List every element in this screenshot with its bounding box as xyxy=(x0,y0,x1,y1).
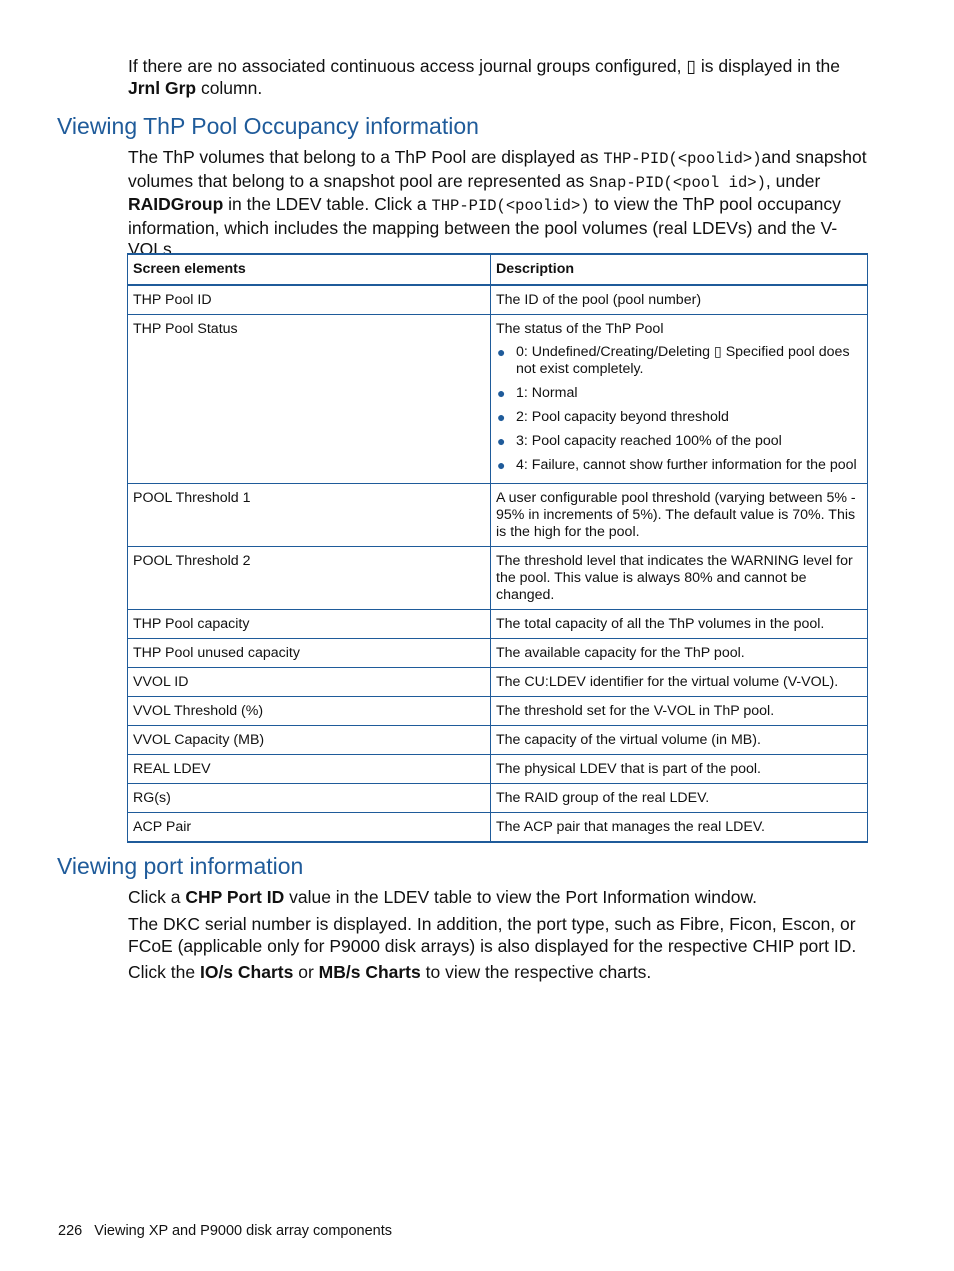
table-cell-description: The capacity of the virtual volume (in MB). xyxy=(491,726,868,755)
status-bullet-text: 1: Normal xyxy=(516,385,578,401)
table-cell-element: THP Pool capacity xyxy=(128,610,491,639)
table-cell-description: The ID of the pool (pool number) xyxy=(491,285,868,315)
table-header-screen-elements: Screen elements xyxy=(128,254,491,285)
thp-text-2: and snapshot volumes that belong to a snapshot pool are represented as xyxy=(128,147,867,191)
list-item xyxy=(496,344,862,378)
table-cell-description: The ACP pair that manages the real LDEV. xyxy=(491,813,868,843)
port-paragraph-3 xyxy=(128,962,870,984)
thp-text-1: The ThP volumes that belong to a ThP Pool are displayed as xyxy=(128,147,604,167)
table-cell-element: VVOL Capacity (MB) xyxy=(128,726,491,755)
table-row xyxy=(128,315,868,484)
port-bold-mbs-charts: MB/s Charts xyxy=(318,962,421,982)
table-cell-description: The CU:LDEV identifier for the virtual volume (V-VOL). xyxy=(491,668,868,697)
intro-text-2: is displayed in the xyxy=(696,56,841,76)
table-row xyxy=(128,668,868,697)
bullet-dot-icon: ● xyxy=(497,409,506,425)
table-row xyxy=(128,285,868,315)
table-cell-element: POOL Threshold 2 xyxy=(128,547,491,610)
port-text-1a: Click a xyxy=(128,887,186,907)
list-item xyxy=(496,457,862,474)
bullet-dot-icon: ● xyxy=(497,385,506,401)
thp-code-2: Snap-PID(<pool id>) xyxy=(589,173,766,192)
table-cell-element: VVOL ID xyxy=(128,668,491,697)
table-cell-description: A user configurable pool threshold (varying between 5% - 95% in increments of 5%). The default value is 70%. This is the high for the pool. xyxy=(491,484,868,547)
missing-glyph-icon: ▯ xyxy=(686,56,697,76)
table-cell-description: The physical LDEV that is part of the pool. xyxy=(491,755,868,784)
list-item xyxy=(496,409,862,426)
thp-bold-raidgroup: RAIDGroup xyxy=(128,194,224,214)
table-row xyxy=(128,639,868,668)
status-bullet-text: 3: Pool capacity reached 100% of the pool xyxy=(516,433,782,449)
table-row xyxy=(128,784,868,813)
port-text-3a: Click the xyxy=(128,962,200,982)
table-cell-element: POOL Threshold 1 xyxy=(128,484,491,547)
screen-elements-table xyxy=(127,253,868,843)
status-bullet-text: 0: Undefined/Creating/Deleting ▯ Specified pool does not exist completely. xyxy=(516,344,850,377)
list-item xyxy=(496,433,862,450)
section-heading-thp-pool: Viewing ThP Pool Occupancy information xyxy=(57,113,479,139)
bullet-dot-icon: ● xyxy=(497,344,506,360)
thp-text-5: to view the ThP pool occupancy information, which includes the mapping between the pool volumes (real LDEVs) and the V-VOLs. xyxy=(128,194,841,259)
port-bold-ios-charts: IO/s Charts xyxy=(199,962,294,982)
table-header-row xyxy=(128,254,868,285)
table-cell-description: The total capacity of all the ThP volumes in the pool. xyxy=(491,610,868,639)
page-number: 226 xyxy=(58,1223,83,1239)
list-item xyxy=(496,385,862,402)
page-footer xyxy=(58,1222,392,1240)
port-text-3c: or xyxy=(293,962,319,982)
table-row xyxy=(128,813,868,843)
table-row xyxy=(128,484,868,547)
table-cell-element: REAL LDEV xyxy=(128,755,491,784)
thp-pool-paragraph xyxy=(128,147,870,261)
table-cell-description: The RAID group of the real LDEV. xyxy=(491,784,868,813)
section-heading-port-info: Viewing port information xyxy=(57,853,304,879)
table-cell-description: The available capacity for the ThP pool. xyxy=(491,639,868,668)
table-cell-description: The threshold set for the V-VOL in ThP pool. xyxy=(491,697,868,726)
status-bullet-text: 4: Failure, cannot show further information for the pool xyxy=(516,457,857,473)
status-description: The status of the ThP Pool xyxy=(496,321,664,337)
table-cell-element: ACP Pair xyxy=(128,813,491,843)
table-cell-element: THP Pool ID xyxy=(128,285,491,315)
table-row xyxy=(128,697,868,726)
intro-bold-jrnl-grp: Jrnl Grp xyxy=(128,77,197,98)
table-row xyxy=(128,547,868,610)
port-paragraph-1 xyxy=(128,887,870,909)
intro-text-3: column. xyxy=(196,77,263,98)
table-cell-element: THP Pool unused capacity xyxy=(128,639,491,668)
port-text-1c: value in the LDEV table to view the Port Information window. xyxy=(284,887,757,907)
table-row xyxy=(128,726,868,755)
footer-title: Viewing XP and P9000 disk array components xyxy=(94,1223,392,1239)
thp-code-1: THP-PID(<poolid>) xyxy=(603,150,762,168)
thp-text-3: , under xyxy=(765,170,821,191)
bullet-dot-icon: ● xyxy=(497,457,506,473)
table-cell-description: The threshold level that indicates the WARNING level for the pool. This value is always 80% and cannot be changed. xyxy=(491,547,868,610)
table-cell-element: VVOL Threshold (%) xyxy=(128,697,491,726)
table-cell-element: THP Pool Status xyxy=(128,315,491,484)
table-cell-description xyxy=(491,315,868,484)
status-bullet-text: 2: Pool capacity beyond threshold xyxy=(516,409,729,425)
port-text-3e: to view the respective charts. xyxy=(420,962,652,982)
table-row xyxy=(128,755,868,784)
table-row xyxy=(128,610,868,639)
intro-paragraph xyxy=(128,56,868,99)
table-header-description: Description xyxy=(491,254,868,285)
bullet-dot-icon: ● xyxy=(497,433,506,449)
status-bullet-list xyxy=(496,344,862,474)
thp-text-4: in the LDEV table. Click a xyxy=(223,194,432,214)
table-cell-element: RG(s) xyxy=(128,784,491,813)
intro-text-1: If there are no associated continuous access journal groups configured, xyxy=(128,56,687,76)
port-bold-chp-port-id: CHP Port ID xyxy=(185,887,285,907)
port-paragraph-2: The DKC serial number is displayed. In addition, the port type, such as Fibre, Ficon, Escon, or FCoE (applicable only for P9000 disk arrays) is also displayed for the respective CHIP port ID. xyxy=(128,914,857,956)
thp-code-3: THP-PID(<poolid>) xyxy=(431,197,590,215)
